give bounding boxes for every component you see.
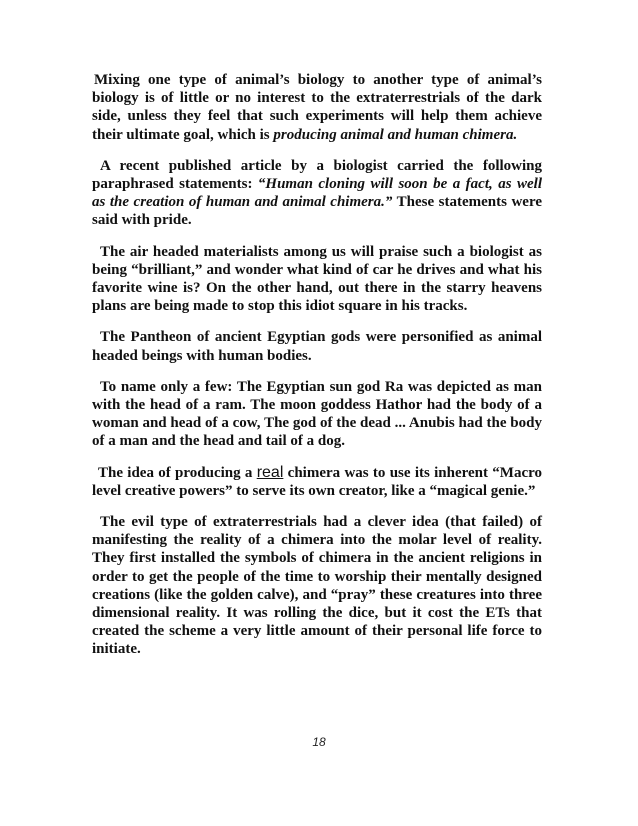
paragraph-2-quote: “Human cloning will soon be a fact, as well as the creation of human and animal chimera.” xyxy=(92,176,542,211)
paragraph-7 xyxy=(92,513,542,659)
paragraph-6 xyxy=(92,464,542,500)
page-number: 18 xyxy=(312,735,326,749)
paragraph-6-text-after: chimera was to use its inherent “Macro level creative powers” to serve its own creator, like a “magical genie.” xyxy=(92,464,542,499)
paragraph-2-text-after: These statements were said with pride. xyxy=(92,194,543,229)
paragraph-3-text: The air headed materialists among us will praise such a biologist as being “brilliant,” and wonder what kind of car he drives and what his favorite wine is? On the other hand, out there in the starry heavens plans are being made to stop this idiot square in his tracks. xyxy=(92,243,542,315)
paragraph-2 xyxy=(92,157,542,230)
paragraph-1-text: Mixing one type of animal’s biology to another type of animal’s biology is of little or no interest to the extraterrestrials of the dark side, unless they feel that such experiments will help them achieve their ultimate goal, which is xyxy=(92,72,542,143)
paragraph-4 xyxy=(92,328,542,364)
paragraph-6-text-before: The idea of producing a xyxy=(98,464,257,481)
paragraph-5-text: To name only a few: The Egyptian sun god Ra was depicted as man with the head of a ram. The moon goddess Hathor had the body of a woman and head of a cow, The god of the dead ... Anubis had the body of a man and the head and tail of a dog. xyxy=(92,378,542,450)
paragraph-3 xyxy=(92,243,542,316)
paragraph-1-emphasis: producing animal and human chimera. xyxy=(273,126,518,143)
paragraph-5 xyxy=(92,378,542,451)
paragraph-2-text-before: A recent published article by a biologist carried the following paraphrased statements: xyxy=(92,157,542,193)
body-text xyxy=(92,71,542,672)
paragraph-4-text: The Pantheon of ancient Egyptian gods were personified as animal headed beings with human bodies. xyxy=(92,329,542,364)
paragraph-1 xyxy=(92,71,542,144)
paragraph-7-text: The evil type of extraterrestrials had a clever idea (that failed) of manifesting the reality of a chimera into the molar level of reality. They first installed the symbols of chimera in the ancient religions in order to get the people of the time to worship their mentally designed creations (like the golden calve), and “pray” these creatures into three dimensional reality. It was rolling the dice, but it cost the ETs that created the scheme a very little amount of their personal life force to initiate. xyxy=(92,514,542,658)
paragraph-6-underlined-word: real xyxy=(256,463,284,481)
